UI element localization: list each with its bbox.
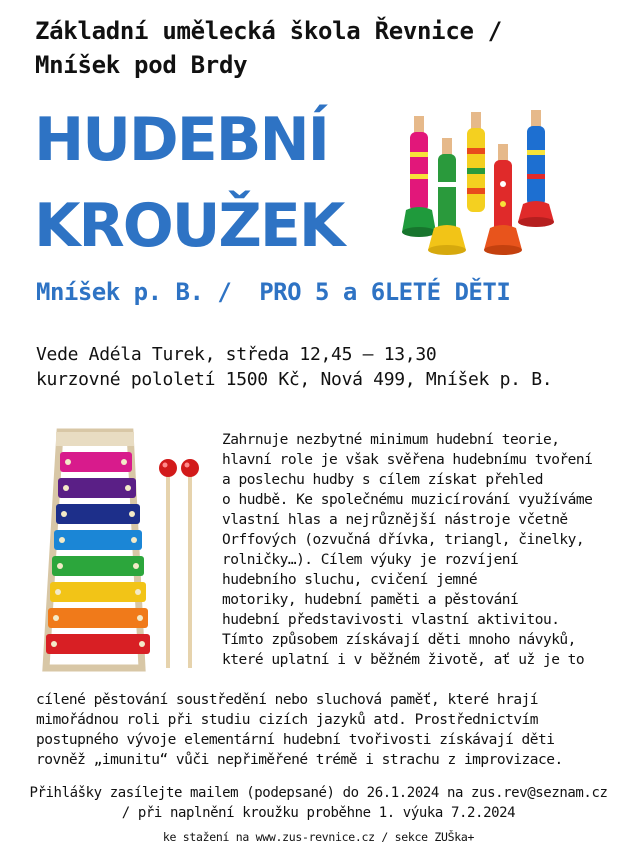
mallets (159, 459, 199, 668)
description-wide-line: rovněž „imunitu“ vůči nepřiměřené trémě i strachu z improvizace. (36, 752, 563, 768)
trumpet-pink (402, 116, 436, 237)
description-line: a poslechu hudby s cílem získat přehled (222, 472, 543, 488)
description-line: Tímto způsobem získávají děti mnoho návyků, (222, 632, 576, 648)
title-line-2: KROUŽEK (34, 191, 344, 261)
school-name-line-1: Základní umělecká škola Řevnice / (35, 17, 502, 45)
trumpet-red (484, 144, 522, 255)
trumpet-yellow (467, 112, 485, 212)
toy-trumpets-image (396, 104, 560, 264)
description-line: hlavní role je však svěřena hudebnímu tvoření (222, 452, 593, 468)
description-wide-line: mimořádnou roli při studiu cizích jazyků atd. Prostřednictvím (36, 712, 539, 728)
course-info-line-1: Vede Adéla Turek, středa 12,45 – 13,30 (36, 344, 437, 365)
school-name-line-2: Mníšek pod Brdy (35, 51, 248, 79)
description-line: hudební představivosti vlastní aktivitou. (222, 612, 560, 628)
registration-line-1: Přihlášky zasílejte mailem (podepsané) do 26.1.2024 na zus.rev@seznam.cz (29, 785, 608, 801)
description-line: o hudbě. Ke společnému muzicírování využíváme (222, 492, 593, 508)
description-wide-line: cílené pěstování soustředění nebo sluchová paměť, které hrají (36, 692, 539, 708)
download-info: ke stažení na www.zus-revnice.cz / sekce ZUŠka+ (162, 830, 475, 844)
course-info-line-2: kurzovné pololetí 1500 Kč, Nová 499, Mníšek p. B. (36, 369, 553, 390)
description-line: vlastní hlas a nejrůznější nástroje včetně (222, 512, 568, 528)
description-line: rolničky…). Cílem výuky je rozvíjení (222, 552, 519, 568)
description-line: Zahrnuje nezbytné minimum hudební teorie, (222, 432, 560, 448)
school-name (35, 14, 502, 82)
registration-info (0, 783, 637, 823)
trumpet-blue (518, 110, 554, 227)
description-continued (36, 690, 606, 770)
description (222, 430, 606, 670)
description-line: hudebního sluchu, cvičení jemné (222, 572, 478, 588)
registration-line-2: / při naplnění kroužku proběhne 1. výuka 7.2.2024 (121, 805, 516, 821)
description-line: Orffových (ozvučná dřívka, triangl, činelky, (222, 532, 585, 548)
course-info (36, 342, 552, 392)
description-wide-line: postupného vývoje elementární hudební tvořivosti získávají děti (36, 732, 555, 748)
subtitle: Mníšek p. B. / PRO 5 a 6LETÉ DĚTI (36, 278, 511, 306)
trumpet-green (428, 138, 466, 255)
title-line-1: HUDEBNÍ (34, 105, 328, 175)
description-line: které uplatní i v běžném životě, ať už je to (222, 652, 585, 668)
description-line: motoriky, hudební paměti a pěstování (222, 592, 519, 608)
xylophone-image (38, 428, 210, 673)
